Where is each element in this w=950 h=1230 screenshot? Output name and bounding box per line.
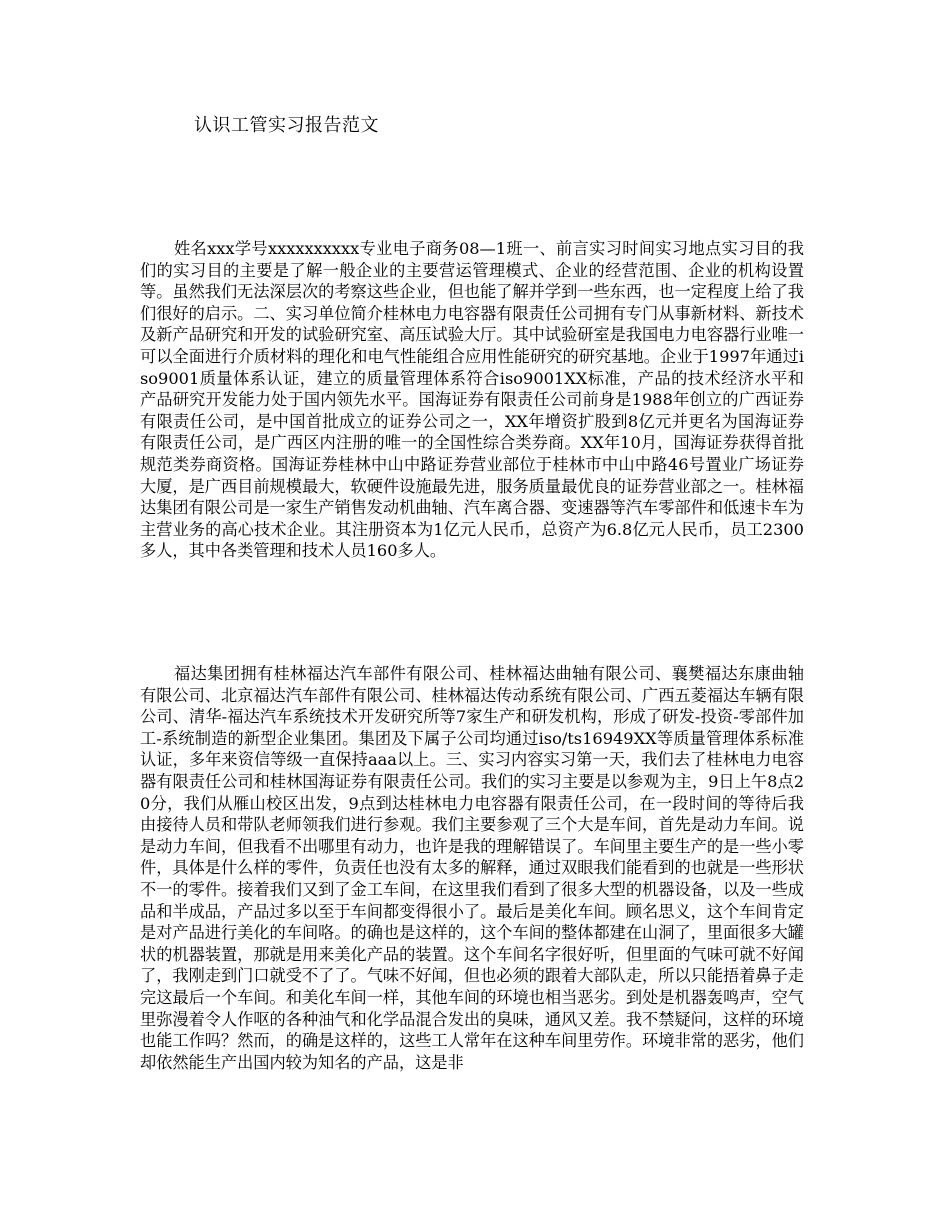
- document-title: 认识工管实习报告范文: [194, 115, 379, 136]
- body-paragraph-2: 福达集团拥有桂林福达汽车部件有限公司、桂林福达曲轴有限公司、襄樊福达东康曲轴有限公司、北京福达汽车部件有限公司、桂林福达传动系统有限公司、广西五菱福达车辆有限公司、清华-福达汽车系统技术开发研究所等7家生产和研发机构，形成了研发-投资-零部件加工-系统制造的新型企业集团。集团及下属子公司均通过iso/ts16949XX等质量管理体系标准认证，多年来资信等级一直保持aaa以上。三、实习内容实习第一天，我们去了桂林电力电容器有限责任公司和桂林国海证券有限责任公司。我们的实习主要是以参观为主，9日上午8点20分，我们从雁山校区出发，9点到达桂林电力电容器有限责任公司，在一段时间的等待后我由接待人员和带队老师领我们进行参观。我们主要参观了三个大是车间，首先是动力车间。说是动力车间，但我看不出哪里有动力，也许是我的理解错误了。车间里主要生产的是一些小零件，具体是什么样的零件，负责任也没有太多的解释，通过双眼我们能看到的也就是一些形状不一的零件。接着我们又到了金工车间，在这里我们看到了很多大型的机器设备，以及一些成品和半成品，产品过多以至于车间都变得很小了。最后是美化车间。顾名思义，这个车间肯定是对产品进行美化的车间咯。的确也是这样的，这个车间的整体都建在山洞了，里面很多大罐状的机器装置，那就是用来美化产品的装置。这个车间名字很好听，但里面的气味可就不好闻了，我刚走到门口就受不了了。气味不好闻，但也必须的跟着大部队走，所以只能捂着鼻子走完这最后一个车间。和美化车间一样，其他车间的环境也相当恶劣。到处是机器轰鸣声，空气里弥漫着令人作呕的各种油气和化学品混合发出的臭味，通风又差。我不禁疑问，这样的环境也能工作吗？然而，的确是这样的，这些工人常年在这种车间里劳作。环境非常的恶劣，他们却依然能生产出国内较为知名的产品，这是非: [140, 664, 804, 1072]
- body-paragraph-1: 姓名xxx学号xxxxxxxxxx专业电子商务08—1班一、前言实习时间实习地点实习目的我们的实习目的主要是了解一般企业的主要营运管理模式、企业的经营范围、企业的机构设置等。虽然我们无法深层次的考察这些企业，但也能了解并学到一些东西，也一定程度上给了我们很好的启示。二、实习单位简介桂林电力电容器有限责任公司拥有专门从事新材料、新技术及新产品研究和开发的试验研究室、高压试验大厅。其中试验研室是我国电力电容器行业唯一可以全面进行介质材料的理化和电气性能组合应用性能研究的研究基地。企业于1997年通过iso9001质量体系认证，建立的质量管理体系符合iso9001XX标准，产品的技术经济水平和产品研究开发能力处于国内领先水平。国海证券有限责任公司前身是1988年创立的广西证券有限责任公司，是中国首批成立的证券公司之一，XX年增资扩股到8亿元并更名为国海证券有限责任公司，是广西区内注册的唯一的全国性综合类券商。XX年10月，国海证券获得首批规范类券商资格。国海证券桂林中山中路证券营业部位于桂林市中山中路46号置业广场证券大厦，是广西目前规模最大，软硬件设施最先进，服务质量最优良的证券营业部之一。桂林福达集团有限公司是一家生产销售发动机曲轴、汽车离合器、变速器等汽车零部件和低速卡车为主营业务的高心技术企业。其注册资本为1亿元人民币，总资产为6.8亿元人民币，员工2300多人，其中各类管理和技术人员160多人。: [140, 239, 804, 561]
